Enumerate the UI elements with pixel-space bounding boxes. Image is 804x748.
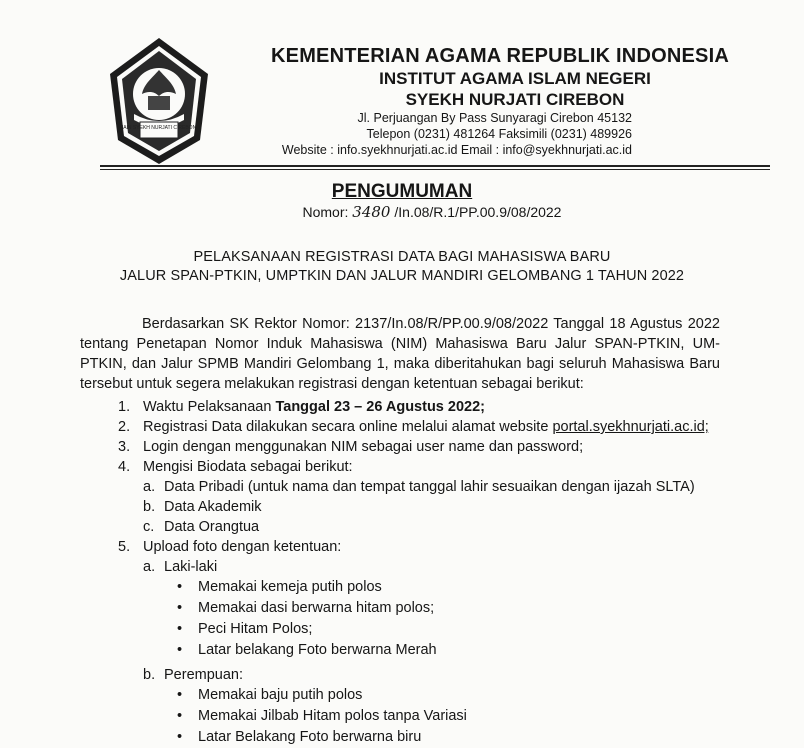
list-item: • Memakai baju putih polos (177, 687, 363, 703)
list-item: a. Laki-laki • Memakai kemeja putih polos • Memakai dasi berwarna hitam polos; • Peci Hitam Polos; • Latar belakang Foto berwarna Merah (143, 557, 760, 661)
list-item: 2. Registrasi Data dilakukan secara online melalui alamat website portal.syekhnurjati.ac.id; (118, 419, 709, 435)
provisions-list (80, 397, 760, 748)
ministry-name: KEMENTERIAN AGAMA REPUBLIK INDONESIA (271, 45, 729, 67)
list-item: • Peci Hitam Polos; (177, 621, 313, 637)
list-item: 1. Waktu Pelaksanaan Tanggal 23 – 26 Agustus 2022; (118, 399, 485, 415)
svg-text:IAIN SYEKH NURJATI CIREBON: IAIN SYEKH NURJATI CIREBON (121, 125, 197, 131)
list-item: 5. Upload foto dengan ketentuan: a. Laki-laki • Memakai kemeja putih polos • Memakai dasi berwarna hitam polos; • Peci Hitam Polos; • Latar belakang Foto berwarna Merah b. Perempuan: • Memakai baju putih polos • Memakai Jilbab Hitam polos tanpa Variasi • Latar Belakang Foto berwarna biru (80, 537, 760, 748)
institute-line: INSTITUT AGAMA ISLAM NEGERI (379, 69, 651, 88)
header-divider-thin (100, 169, 770, 170)
address-line: Jl. Perjuangan By Pass Sunyaragi Cirebon 45132 (357, 111, 632, 125)
document-subject: PELAKSANAAN REGISTRASI DATA BAGI MAHASISWA BARU JALUR SPAN-PTKIN, UMPTKIN DAN JALUR MANDIRI GELOMBANG 1 TAHUN 2022 (119, 249, 685, 284)
institute-name: SYEKH NURJATI CIREBON (405, 90, 625, 109)
handwritten-number: 3480 (352, 203, 391, 221)
letterhead (230, 44, 770, 110)
list-item: 4. Mengisi Biodata sebagai berikut: a. Data Pribadi (untuk nama dan tempat tanggal lahir sesuaikan dengan ijazah SLTA) b. Data Akademik c. Data Orangtua (80, 457, 760, 537)
institute-logo-icon (104, 36, 214, 166)
list-item: • Latar belakang Foto berwarna Merah (177, 642, 437, 658)
contact-block (282, 110, 632, 158)
portal-link[interactable]: portal.syekhnurjati.ac.id; (552, 419, 709, 435)
list-item: 3. Login dengan menggunakan NIM sebagai user name dan password; (118, 439, 584, 455)
list-item: • Memakai dasi berwarna hitam polos; (177, 600, 435, 616)
header-divider (100, 165, 770, 167)
list-item: b. Data Akademik (143, 499, 262, 515)
list-item: c. Data Orangtua (143, 519, 260, 535)
list-item: • Memakai Jilbab Hitam polos tanpa Variasi (177, 708, 467, 724)
list-item: • Memakai kemeja putih polos (177, 579, 382, 595)
web-email-line: Website : info.syekhnurjati.ac.id Email : info@syekhnurjati.ac.id (281, 143, 632, 157)
document-title: PENGUMUMAN (331, 181, 473, 202)
phone-line: Telepon (0231) 481264 Faksimili (0231) 489926 (366, 127, 632, 141)
intro-paragraph: Berdasarkan SK Rektor Nomor: 2137/In.08/R/PP.00.9/08/2022 Tanggal 18 Agustus 2022 tentang Penetapan Nomor Induk Mahasiswa (NIM) Mahasiswa Baru Jalur SPAN-PTKIN, UM-PTKIN, dan Jalur SPMB Mandiri Gelombang 1, maka diberitahukan bagi seluruh Mahasiswa Baru tersebut untuk segera melakukan registrasi dengan ketentuan sebagai berikut: (80, 316, 720, 392)
list-item: a. Data Pribadi (untuk nama dan tempat tanggal lahir sesuaikan dengan ijazah SLTA) (143, 479, 695, 495)
document-number: Nomor: 3480 /In.08/R.1/PP.00.9/08/2022 (302, 203, 562, 221)
list-item: • Latar Belakang Foto berwarna biru (177, 729, 422, 745)
list-item: b. Perempuan: • Memakai baju putih polos • Memakai Jilbab Hitam polos tanpa Variasi • Latar Belakang Foto berwarna biru (143, 665, 760, 748)
